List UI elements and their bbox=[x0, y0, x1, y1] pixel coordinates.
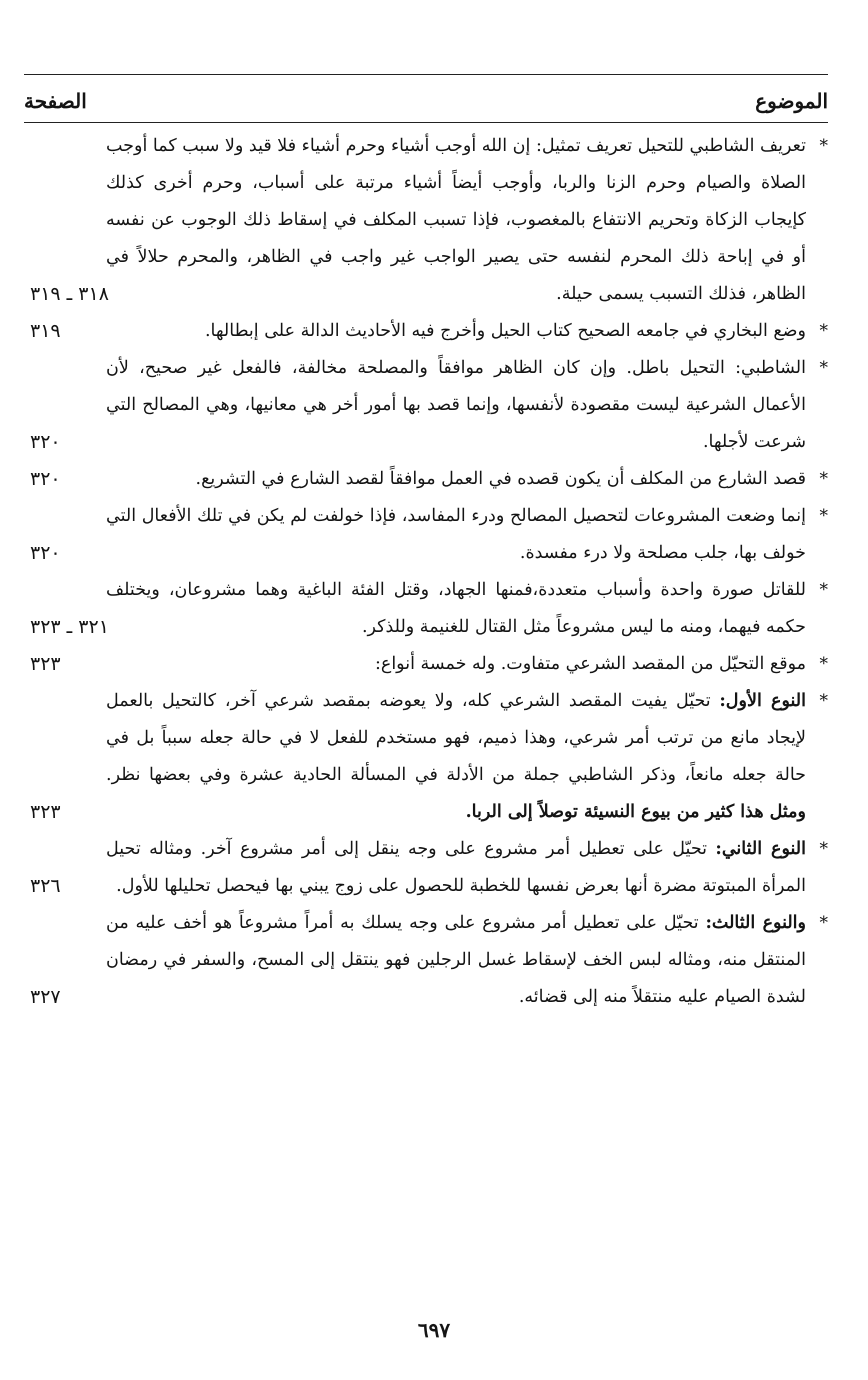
entry-body: وضع البخاري في جامعه الصحيح كتاب الحيل وأخرج فيه الأحاديث الدالة على إبطالها. bbox=[204, 321, 806, 341]
index-entry bbox=[24, 683, 828, 831]
index-entry bbox=[24, 313, 828, 350]
entry-page-ref: ٣٢١ ـ ٣٢٣ bbox=[30, 616, 109, 638]
asterisk-icon: * bbox=[819, 580, 828, 600]
asterisk-icon: * bbox=[819, 913, 828, 933]
index-entry bbox=[24, 572, 828, 646]
entry-text bbox=[106, 905, 828, 1016]
asterisk-icon: * bbox=[819, 358, 828, 378]
entry-text bbox=[106, 461, 828, 498]
asterisk-icon: * bbox=[819, 654, 828, 674]
header-bottom-rule bbox=[24, 122, 828, 123]
asterisk-icon: * bbox=[819, 839, 828, 859]
entry-page-ref: ٣٢٧ bbox=[30, 986, 61, 1008]
entry-text bbox=[106, 572, 828, 646]
entry-page-ref: ٣٢٠ bbox=[30, 431, 61, 453]
index-entry bbox=[24, 128, 828, 313]
entry-body: تحيّل على تعطيل أمر مشروع على وجه يسلك به أمراً مشروعاً هو أخف عليه من المنتقل منه، ومثاله لبس الخف لإسقاط غسل الرجلين فهو ينتقل إلى المسح، والسفر في رمضان لشدة الصيام عليه منتقلاً منه إلى قضائه. bbox=[106, 913, 806, 1007]
entry-text bbox=[106, 683, 828, 831]
entry-page-ref: ٣١٩ bbox=[30, 320, 61, 342]
entry-lead: النوع الأول: bbox=[719, 691, 806, 711]
asterisk-icon: * bbox=[819, 136, 828, 156]
entry-body: قصد الشارع من المكلف أن يكون قصده في العمل موافقاً لقصد الشارع في التشريع. bbox=[195, 469, 806, 489]
entry-body: الشاطبي: التحيل باطل. وإن كان الظاهر موافقاً والمصلحة مخالفة، فالفعل غير صحيح، لأن الأعمال الشرعية ليست مقصودة لأنفسها، وإنما قصد بها أمور أخر هي معانيها، وهي المصالح التي شرعت لأجلها. bbox=[106, 358, 806, 452]
entry-text bbox=[106, 831, 828, 905]
entry-text bbox=[106, 646, 828, 683]
entry-page-ref: ٣٢٠ bbox=[30, 542, 61, 564]
entry-emphasis: ومثل هذا كثير من بيوع النسيئة توصلاً إلى الربا. bbox=[465, 802, 806, 822]
entry-text bbox=[106, 313, 828, 350]
entry-body: موقع التحيّل من المقصد الشرعي متفاوت. وله خمسة أنواع: bbox=[374, 654, 806, 674]
page-column-heading: الصفحة bbox=[24, 89, 87, 113]
index-entry bbox=[24, 905, 828, 1016]
entry-text bbox=[106, 350, 828, 461]
entry-page-ref: ٣٢٠ bbox=[30, 468, 61, 490]
asterisk-icon: * bbox=[819, 691, 828, 711]
entry-lead: النوع الثاني: bbox=[715, 839, 806, 859]
entry-text bbox=[106, 128, 828, 313]
entry-page-ref: ٣١٨ ـ ٣١٩ bbox=[30, 283, 109, 305]
index-entry bbox=[24, 498, 828, 572]
index-entry bbox=[24, 461, 828, 498]
entry-page-ref: ٣٢٣ bbox=[30, 801, 61, 823]
entry-page-ref: ٣٢٦ bbox=[30, 875, 61, 897]
entry-body: للقاتل صورة واحدة وأسباب متعددة،فمنها الجهاد، وقتل الفئة الباغية وهما مشروعان، ويختلف حكمه فيهما، ومنه ما ليس مشروعاً مثل القتال للغنيمة وللذكر. bbox=[106, 580, 806, 637]
entry-lead: والنوع الثالث: bbox=[705, 913, 806, 933]
index-entry bbox=[24, 350, 828, 461]
topic-column-heading: الموضوع bbox=[755, 89, 828, 113]
asterisk-icon: * bbox=[819, 321, 828, 341]
index-header bbox=[24, 82, 828, 120]
entry-text bbox=[106, 498, 828, 572]
entry-body: تحيّل على تعطيل أمر مشروع على وجه ينقل إلى أمر مشروع آخر. ومثاله تحيل المرأة المبتوتة مضرة أنها بعرض نفسها للخطبة للحصول على زوج يبني بها فيحصل تحليلها للأول. bbox=[106, 839, 806, 896]
index-entries bbox=[24, 128, 828, 1016]
asterisk-icon: * bbox=[819, 469, 828, 489]
entry-body: إنما وضعت المشروعات لتحصيل المصالح ودرء المفاسد، فإذا خولفت لم يكن في تلك الأفعال التي خولف بها، جلب مصلحة ولا درء مفسدة. bbox=[106, 506, 806, 563]
page-number: ٦٩٧ bbox=[417, 1318, 451, 1342]
header-top-rule bbox=[24, 74, 828, 75]
entry-body: تعريف الشاطبي للتحيل تعريف تمثيل: إن الله أوجب أشياء وحرم أشياء فلا قيد ولا سبب كما أوجب الصلاة والصيام وحرم الزنا والربا، وأوجب أيضاً أشياء مرتبة على أسباب، وحرم أخرى كذلك كإيجاب الزكاة وتحريم الانتفاع بالمغصوب، فإذا تسبب المكلف في إسقاط ذلك الوجوب عن نفسه أو في إباحة ذلك المحرم لنفسه حتى يصير الواجب غير واجب في الظاهر، والمحرم حلالاً في الظاهر، فذلك التسبب يسمى حيلة. bbox=[106, 136, 806, 304]
index-entry bbox=[24, 831, 828, 905]
index-entry bbox=[24, 646, 828, 683]
asterisk-icon: * bbox=[819, 506, 828, 526]
entry-page-ref: ٣٢٣ bbox=[30, 653, 61, 675]
entry-body: تحيّل يفيت المقصد الشرعي كله، ولا يعوضه بمقصد شرعي آخر، كالتحيل بالعمل لإيجاد مانع من ترتب أمر شرعي، وهذا ذميم، فهو مستخدم للفعل لا في حالة جعله سبباً بل في حالة جعله مانعاً، وذكر الشاطبي جملة من الأدلة في المسألة الحادية عشرة وفي بعضها نظر. bbox=[106, 691, 806, 785]
